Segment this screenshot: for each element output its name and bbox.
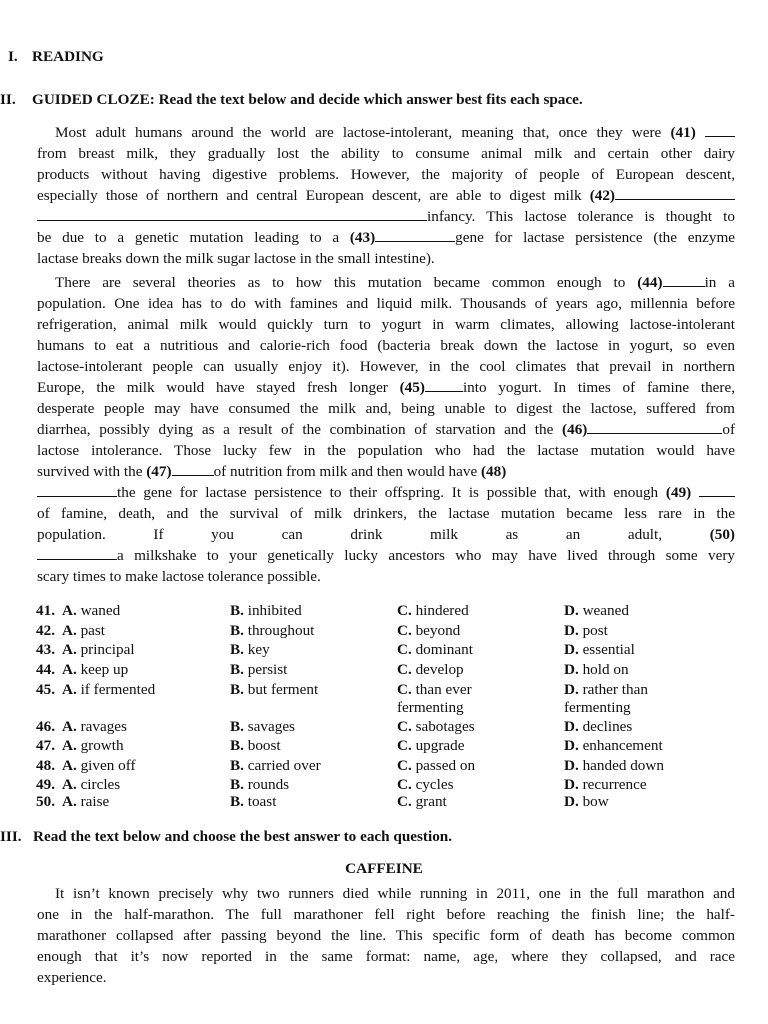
blank-42[interactable] [615,186,735,200]
option-a[interactable] [62,622,105,640]
option-text: beyond [415,622,461,639]
passage-line: one in the half-marathon. The full marathoner fell right before reaching the finish line; the half- [37,906,735,923]
option-text: dominant [415,641,473,658]
option-text: keep up [80,661,129,678]
passage-line: a milkshake to your genetically lucky ancestors who may have lived through some very [37,545,735,566]
passage-line: It isn’t known precisely why two runners died while running in 2011, one in the full marathon and [55,885,735,902]
option-a[interactable] [62,641,135,659]
passage-line: marathoner collapsed after passing beyond the line. This specific form of death has become common [37,927,735,944]
passage-line: lactose intolerance. Those lucky few in the population who had the lactase mutation would have [37,442,735,459]
option-d[interactable] [564,681,648,717]
option-text: rather than [582,681,648,698]
option-letter: B. [230,757,244,774]
blank-44[interactable] [663,273,705,287]
section-number: I. [8,48,18,65]
option-text: enhancement [582,737,663,754]
option-b[interactable] [230,661,287,679]
option-letter: B. [230,622,244,639]
question-marker-42: (42) [589,187,615,204]
passage-line: Europe, the milk would have stayed fresh longer (45) into yogurt. In times of famine there, [37,379,736,396]
option-d[interactable] [564,641,635,659]
option-c[interactable] [397,757,475,775]
option-c[interactable] [397,793,447,811]
option-letter: A. [62,737,77,754]
option-text: hold on [582,661,629,678]
option-text: declines [582,718,633,735]
question-number: 41. [36,602,55,619]
option-text: ravages [80,718,127,735]
question-number: 45. [36,681,55,698]
option-a[interactable] [62,737,124,755]
option-letter: D. [564,622,579,639]
question-marker-46: (46) [562,421,588,438]
option-letter: D. [564,776,579,793]
option-letter: B. [230,641,244,658]
option-text: toast [247,793,277,810]
option-d[interactable] [564,757,664,775]
passage-line: enough that it’s now reported in the same format: name, age, where they collapsed, and race [37,948,735,965]
blank-41[interactable] [705,123,735,137]
option-text: boost [247,737,281,754]
question-number: 42. [36,622,55,639]
option-letter: B. [230,737,244,754]
question-marker-49: (49) [665,484,692,501]
option-text: but ferment [247,681,319,698]
passage-line: desperate people may have consumed the milk and, being unable to digest the lactose, suffered from [37,400,735,417]
option-text: handed down [582,757,664,774]
option-letter: B. [230,776,244,793]
option-text: hindered [415,602,469,619]
option-text: savages [247,718,295,735]
option-text: key [247,641,270,658]
option-text: passed on [415,757,476,774]
option-text: upgrade [415,737,465,754]
option-b[interactable] [230,622,314,640]
option-c[interactable] [397,661,464,679]
option-letter: D. [564,602,579,619]
question-marker-41: (41) [670,124,696,141]
option-letter: C. [397,622,412,639]
option-text: grant [415,793,447,810]
section-title: Read the text below and choose the best answer to each question. [33,828,453,845]
passage-line: be due to a genetic mutation leading to a (43) gene for lactase persistence (the enzyme [37,229,736,246]
section-title: READING [32,48,104,65]
option-letter: C. [397,776,412,793]
option-b[interactable] [230,737,281,755]
option-letter: A. [62,793,77,810]
passage-line: of famine, death, and the survival of milk drinkers, the lactase mutation became less rare in the [37,505,735,522]
option-c[interactable] [397,622,460,640]
option-text: circles [80,776,121,793]
option-a[interactable] [62,661,128,679]
question-marker-48: (48) [480,463,507,480]
question-number: 46. [36,718,55,735]
option-a[interactable] [62,602,120,620]
section-number: II. [0,91,16,108]
blank-42-continued[interactable] [37,207,427,221]
section-heading-reading [8,48,104,66]
option-letter: B. [230,793,244,810]
passage-line: refrigeration, animal milk would quickly turn to yogurt in warm climates, allowing lactose-intolerant [37,316,735,333]
option-letter: D. [564,718,579,735]
option-text: if fermented [80,681,156,698]
passage-line: infancy. This lactose tolerance is thought to [37,206,735,227]
blank-48[interactable] [37,483,117,497]
option-letter: A. [62,757,77,774]
option-letter: D. [564,661,579,678]
passage-line: the gene for lactase persistence to their offspring. It is possible that, with enough (49) [37,482,735,503]
option-c[interactable] [397,737,464,755]
passage-line: humans to eat a nutritious and calorie-rich food (bacteria break down the lactose in yogurt, so even [37,337,735,354]
option-text: inhibited [247,602,302,619]
option-c[interactable] [397,602,469,620]
option-d[interactable] [564,602,629,620]
option-b[interactable] [230,757,321,775]
option-text: principal [80,641,135,658]
option-letter: B. [230,602,244,619]
option-letter: B. [230,681,244,698]
option-letter: A. [62,718,77,735]
option-letter: A. [62,776,77,793]
option-d[interactable] [564,793,609,811]
blank-47[interactable] [172,462,214,476]
option-letter: C. [397,718,412,735]
option-text: cycles [415,776,454,793]
passage-line: lactose-intolerant people can usually enjoy it). However, in the cool climates that prevail in northern [37,358,735,375]
passage-line: population. If you can drink milk as an adult, (50) [37,526,735,543]
option-text: develop [415,661,464,678]
option-c[interactable] [397,718,475,736]
option-c[interactable] [397,776,454,794]
option-text: past [80,622,106,639]
option-letter: C. [397,793,412,810]
option-letter: A. [62,622,77,639]
option-a[interactable] [62,776,120,794]
passage-line: lactase breaks down the milk sugar lactose in the small intestine). [37,250,435,267]
question-marker-50: (50) [709,526,735,543]
blank-43[interactable] [375,228,455,242]
option-text: than ever [415,681,472,698]
passage-title: CAFFEINE [345,860,423,877]
blank-46[interactable] [587,420,722,434]
option-d[interactable] [564,718,632,736]
option-d[interactable] [564,737,663,755]
option-text: post [582,622,608,639]
option-text-continued: fermenting [564,699,631,716]
option-letter: C. [397,681,412,698]
passage-line: experience. [37,969,107,986]
option-text: waned [80,602,121,619]
blank-50[interactable] [37,546,117,560]
option-text: persist [247,661,288,678]
option-c[interactable] [397,641,473,659]
option-letter: C. [397,641,412,658]
section-number: III. [0,828,22,845]
option-letter: D. [564,681,579,698]
passage-line: from breast milk, they gradually lost the ability to consume animal milk and certain other dairy [37,145,735,162]
option-letter: D. [564,641,579,658]
option-text: carried over [247,757,321,774]
option-letter: C. [397,737,412,754]
option-b[interactable] [230,602,302,620]
option-letter: A. [62,661,77,678]
question-number: 44. [36,661,55,678]
option-b[interactable] [230,718,295,736]
section-heading-guided-cloze [0,91,583,109]
option-letter: C. [397,661,412,678]
option-letter: C. [397,602,412,619]
section-heading-reading-comprehension [0,828,452,846]
option-letter: A. [62,641,77,658]
question-number: 50. [36,793,55,810]
option-text: growth [80,737,124,754]
option-letter: D. [564,757,579,774]
question-number: 47. [36,737,55,754]
option-text: bow [582,793,609,810]
option-text: throughout [247,622,315,639]
option-b[interactable] [230,641,270,659]
option-text: recurrence [582,776,647,793]
option-a[interactable] [62,793,109,811]
option-b[interactable] [230,793,276,811]
option-c[interactable] [397,681,472,717]
question-number: 49. [36,776,55,793]
passage-line: diarrhea, possibly dying as a result of the combination of starvation and the (46) of [37,421,736,438]
blank-45[interactable] [425,378,463,392]
option-d[interactable] [564,776,647,794]
option-letter: D. [564,737,579,754]
option-text: essential [582,641,635,658]
option-text: raise [80,793,110,810]
option-b[interactable] [230,681,318,699]
question-number: 43. [36,641,55,658]
question-number: 48. [36,757,55,774]
option-text: sabotages [415,718,475,735]
option-b[interactable] [230,776,289,794]
option-a[interactable] [62,681,155,699]
option-letter: A. [62,681,77,698]
passage-line: products without having digestive problems. However, the majority of people of European descent, [37,166,735,183]
passage-line: scary times to make lactose tolerance possible. [37,568,321,585]
option-letter: D. [564,793,579,810]
option-a[interactable] [62,757,136,775]
option-d[interactable] [564,661,629,679]
passage-line: There are several theories as to how this mutation became common enough to (44) in a [55,274,736,291]
option-text-continued: fermenting [397,699,464,716]
question-marker-47: (47) [146,463,172,480]
blank-49[interactable] [699,483,735,497]
option-text: weaned [582,602,629,619]
question-marker-44: (44) [637,274,663,291]
passage-line: Most adult humans around the world are lactose-intolerant, meaning that, once they were (41) [55,122,735,143]
option-letter: A. [62,602,77,619]
passage-line: population. One idea has to do with famines and liquid milk. Thousands of years ago, millennia before [37,295,735,312]
passage-line: especially those of northern and central European descent, are able to digest milk (42) [37,185,735,206]
option-letter: C. [397,757,412,774]
passage-line: survived with the (47) of nutrition from milk and then would have (48) [37,463,507,480]
question-marker-43: (43) [349,229,376,246]
option-a[interactable] [62,718,127,736]
option-text: given off [80,757,136,774]
option-letter: B. [230,661,244,678]
question-marker-45: (45) [399,379,425,396]
option-text: rounds [247,776,290,793]
option-letter: B. [230,718,244,735]
option-d[interactable] [564,622,608,640]
section-title: GUIDED CLOZE: Read the text below and decide which answer best fits each space. [32,91,583,108]
